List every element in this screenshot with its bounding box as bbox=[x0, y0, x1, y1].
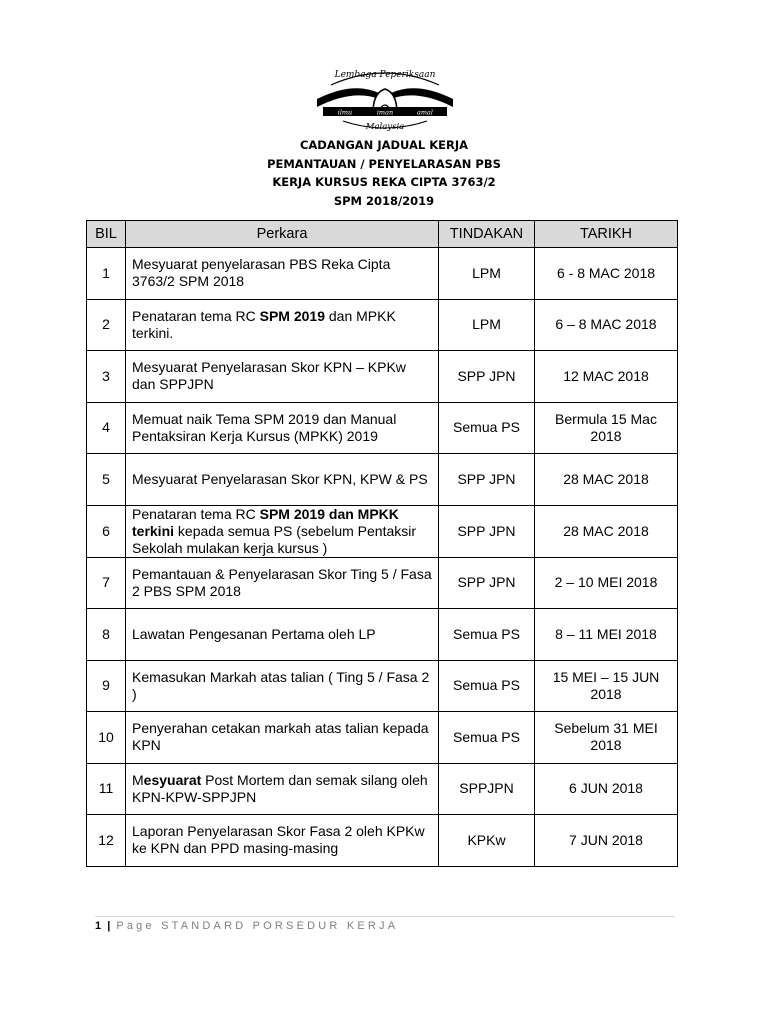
cell-bil: 2 bbox=[87, 299, 126, 351]
header-bil: BIL bbox=[87, 221, 126, 248]
perkara-text: Mesyuarat Penyelarasan Skor KPN, KPW & PS bbox=[132, 470, 428, 487]
cell-tarikh: 6 - 8 MAC 2018 bbox=[535, 248, 678, 300]
svg-text:iman: iman bbox=[376, 108, 394, 117]
footer-rule bbox=[95, 916, 675, 917]
perkara-text: Lawatan Pengesanan Pertama oleh LP bbox=[132, 625, 376, 642]
title-line-2: PEMANTAUAN / PENYELARASAN PBS bbox=[267, 156, 501, 171]
cell-bil: 5 bbox=[87, 454, 126, 506]
cell-tarikh: 8 – 11 MEI 2018 bbox=[535, 609, 678, 661]
cell-perkara bbox=[126, 815, 439, 867]
cell-tarikh: 28 MAC 2018 bbox=[535, 454, 678, 506]
schedule-table bbox=[86, 220, 678, 867]
cell-perkara bbox=[126, 712, 439, 764]
cell-bil: 3 bbox=[87, 351, 126, 403]
svg-text:Malaysia: Malaysia bbox=[365, 122, 405, 132]
schedule-body bbox=[87, 248, 678, 867]
perkara-text: Kemasukan Markah atas talian ( Ting 5 / Fasa 2 ) bbox=[132, 668, 430, 702]
cell-tarikh: 7 JUN 2018 bbox=[535, 815, 678, 867]
cell-tarikh: 12 MAC 2018 bbox=[535, 351, 678, 403]
page-footer bbox=[95, 920, 398, 932]
table-row bbox=[87, 351, 678, 403]
perkara-text: Mesyuarat penyelarasan PBS Reka Cipta 3763/2 SPM 2018 bbox=[132, 256, 391, 290]
document-title bbox=[0, 136, 768, 210]
perkara-text: M bbox=[132, 771, 144, 788]
title-line-1: CADANGAN JADUAL KERJA bbox=[299, 138, 469, 152]
cell-tindakan: SPP JPN bbox=[439, 351, 535, 403]
svg-text:amal: amal bbox=[417, 108, 433, 117]
table-row bbox=[87, 763, 678, 815]
perkara-text: Penataran tema RC bbox=[132, 307, 260, 324]
svg-text:Lembaga Peperiksaan: Lembaga Peperiksaan bbox=[334, 70, 436, 80]
perkara-text: Penataran tema RC bbox=[132, 505, 260, 522]
header-perkara: Perkara bbox=[126, 221, 439, 248]
cell-bil: 9 bbox=[87, 660, 126, 712]
footer-separator: | bbox=[107, 920, 111, 932]
cell-tindakan: Semua PS bbox=[439, 402, 535, 454]
cell-bil: 4 bbox=[87, 402, 126, 454]
perkara-text: dan MPKK terkini. bbox=[132, 307, 396, 341]
perkara-text: Mesyuarat Penyelarasan Skor KPN – KPKw dan SPPJPN bbox=[132, 359, 406, 393]
cell-perkara bbox=[126, 402, 439, 454]
perkara-text: Post Mortem dan semak silang oleh KPN-KPW-SPPJPN bbox=[132, 771, 428, 805]
cell-bil: 10 bbox=[87, 712, 126, 764]
cell-perkara bbox=[126, 351, 439, 403]
page-number: 1 bbox=[95, 920, 102, 932]
header-tindakan: TINDAKAN bbox=[439, 221, 535, 248]
cell-perkara bbox=[126, 454, 439, 506]
table-row bbox=[87, 454, 678, 506]
cell-tarikh: 15 MEI – 15 JUN 2018 bbox=[535, 660, 678, 712]
table-row bbox=[87, 557, 678, 609]
table-row bbox=[87, 505, 678, 557]
table-row bbox=[87, 660, 678, 712]
perkara-text: SPM 2019 dan MPKK terkini bbox=[132, 505, 399, 539]
cell-tindakan: KPKw bbox=[439, 815, 535, 867]
cell-bil: 11 bbox=[87, 763, 126, 815]
perkara-text: Penyerahan cetakan markah atas talian kepada KPN bbox=[132, 720, 429, 754]
cell-perkara bbox=[126, 763, 439, 815]
cell-tarikh: 28 MAC 2018 bbox=[535, 505, 678, 557]
cell-tindakan: LPM bbox=[439, 299, 535, 351]
perkara-text: Laporan Penyelarasan Skor Fasa 2 oleh KPKw ke KPN dan PPD masing-masing bbox=[132, 823, 425, 857]
table-row bbox=[87, 299, 678, 351]
perkara-text: kepada semua PS (sebelum Pentaksir Sekolah mulakan kerja kursus ) bbox=[132, 522, 417, 556]
cell-tarikh: 6 – 8 MAC 2018 bbox=[535, 299, 678, 351]
cell-perkara bbox=[126, 609, 439, 661]
lembaga-peperiksaan-logo bbox=[313, 63, 457, 133]
cell-tarikh: Bermula 15 Mac 2018 bbox=[535, 402, 678, 454]
cell-tarikh: 2 – 10 MEI 2018 bbox=[535, 557, 678, 609]
cell-tarikh: Sebelum 31 MEI 2018 bbox=[535, 712, 678, 764]
cell-bil: 7 bbox=[87, 557, 126, 609]
footer-label: Page STANDARD PORSEDUR KERJA bbox=[116, 920, 399, 932]
cell-tindakan: Semua PS bbox=[439, 660, 535, 712]
cell-tindakan: Semua PS bbox=[439, 609, 535, 661]
cell-tindakan: SPPJPN bbox=[439, 763, 535, 815]
cell-perkara bbox=[126, 505, 439, 557]
table-row bbox=[87, 248, 678, 300]
cell-tindakan: SPP JPN bbox=[439, 505, 535, 557]
perkara-text: Pemantauan & Penyelarasan Skor Ting 5 / Fasa 2 PBS SPM 2018 bbox=[132, 565, 432, 599]
table-header-row bbox=[87, 221, 678, 248]
cell-bil: 12 bbox=[87, 815, 126, 867]
svg-text:ilmu: ilmu bbox=[337, 108, 353, 117]
cell-tindakan: SPP JPN bbox=[439, 454, 535, 506]
cell-bil: 1 bbox=[87, 248, 126, 300]
cell-perkara bbox=[126, 299, 439, 351]
cell-bil: 8 bbox=[87, 609, 126, 661]
table-row bbox=[87, 815, 678, 867]
cell-perkara bbox=[126, 557, 439, 609]
cell-perkara bbox=[126, 660, 439, 712]
perkara-text: Memuat naik Tema SPM 2019 dan Manual Pentaksiran Kerja Kursus (MPKK) 2019 bbox=[132, 410, 397, 444]
table-row bbox=[87, 712, 678, 764]
title-line-4: SPM 2018/2019 bbox=[333, 193, 435, 208]
cell-perkara bbox=[126, 248, 439, 300]
title-line-3: KERJA KURSUS REKA CIPTA 3763/2 bbox=[272, 175, 496, 189]
cell-tindakan: LPM bbox=[439, 248, 535, 300]
cell-bil: 6 bbox=[87, 505, 126, 557]
perkara-text: esyuarat bbox=[143, 771, 202, 788]
cell-tindakan: SPP JPN bbox=[439, 557, 535, 609]
perkara-text: SPM 2019 bbox=[259, 307, 325, 324]
table-row bbox=[87, 402, 678, 454]
table-row bbox=[87, 609, 678, 661]
header-tarikh: TARIKH bbox=[535, 221, 678, 248]
cell-tarikh: 6 JUN 2018 bbox=[535, 763, 678, 815]
cell-tindakan: Semua PS bbox=[439, 712, 535, 764]
